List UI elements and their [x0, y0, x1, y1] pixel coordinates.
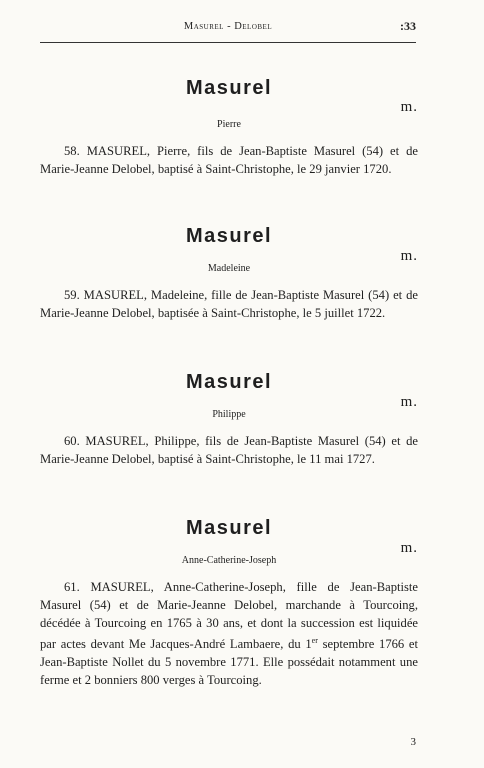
family-heading: Masurel	[185, 517, 273, 539]
sex-marker: m.	[400, 99, 418, 115]
given-name: Madeleine	[207, 263, 251, 274]
family-heading: Masurel	[185, 225, 273, 247]
folio-number: 3	[410, 736, 416, 748]
page-number: :33	[400, 19, 416, 33]
entry-59	[40, 224, 418, 322]
running-head-title: Masurel - Delobel	[183, 21, 273, 32]
sex-marker: m.	[400, 394, 418, 410]
entry-58	[40, 76, 418, 178]
header-rule	[40, 42, 416, 43]
entry-text: 61. MASUREL, Anne-Catherine-Joseph, fille de Jean-Baptiste Masurel (54) et de Marie-Jeanne Delobel, marchande à Tourcoing, décédée à Tourcoing en 1765 à 30 ans, et dont la succession est liquidée par actes devant Me Jacques-André Lambaere, du 1er septembre 1766 et Jean-Baptiste Nollet du 5 novembre 1771. Elle possédait notamment une ferme et 2 bonniers 800 verges à Tourcoing.	[40, 580, 418, 688]
running-head	[40, 18, 416, 38]
entry-61	[40, 516, 418, 689]
entry-text: 60. MASUREL, Philippe, fils de Jean-Baptiste Masurel (54) et de Marie-Jeanne Delobel, baptisé à Saint-Christophe, le 11 mai 1727.	[40, 434, 418, 466]
family-heading: Masurel	[185, 371, 273, 393]
given-name: Philippe	[212, 409, 246, 420]
family-heading: Masurel	[185, 77, 273, 99]
sex-marker: m.	[400, 540, 418, 556]
given-name: Pierre	[217, 119, 241, 130]
entry-text: 58. MASUREL, Pierre, fils de Jean-Baptiste Masurel (54) et de Marie-Jeanne Delobel, baptisé à Saint-Christophe, le 29 janvier 1720.	[40, 144, 418, 176]
sex-marker: m.	[400, 248, 418, 264]
entry-text: 59. MASUREL, Madeleine, fille de Jean-Baptiste Masurel (54) et de Marie-Jeanne Delobel, baptisée à Saint-Christophe, le 5 juillet 1722.	[40, 288, 418, 320]
entry-60	[40, 370, 418, 468]
given-name: Anne-Catherine-Joseph	[181, 555, 277, 566]
